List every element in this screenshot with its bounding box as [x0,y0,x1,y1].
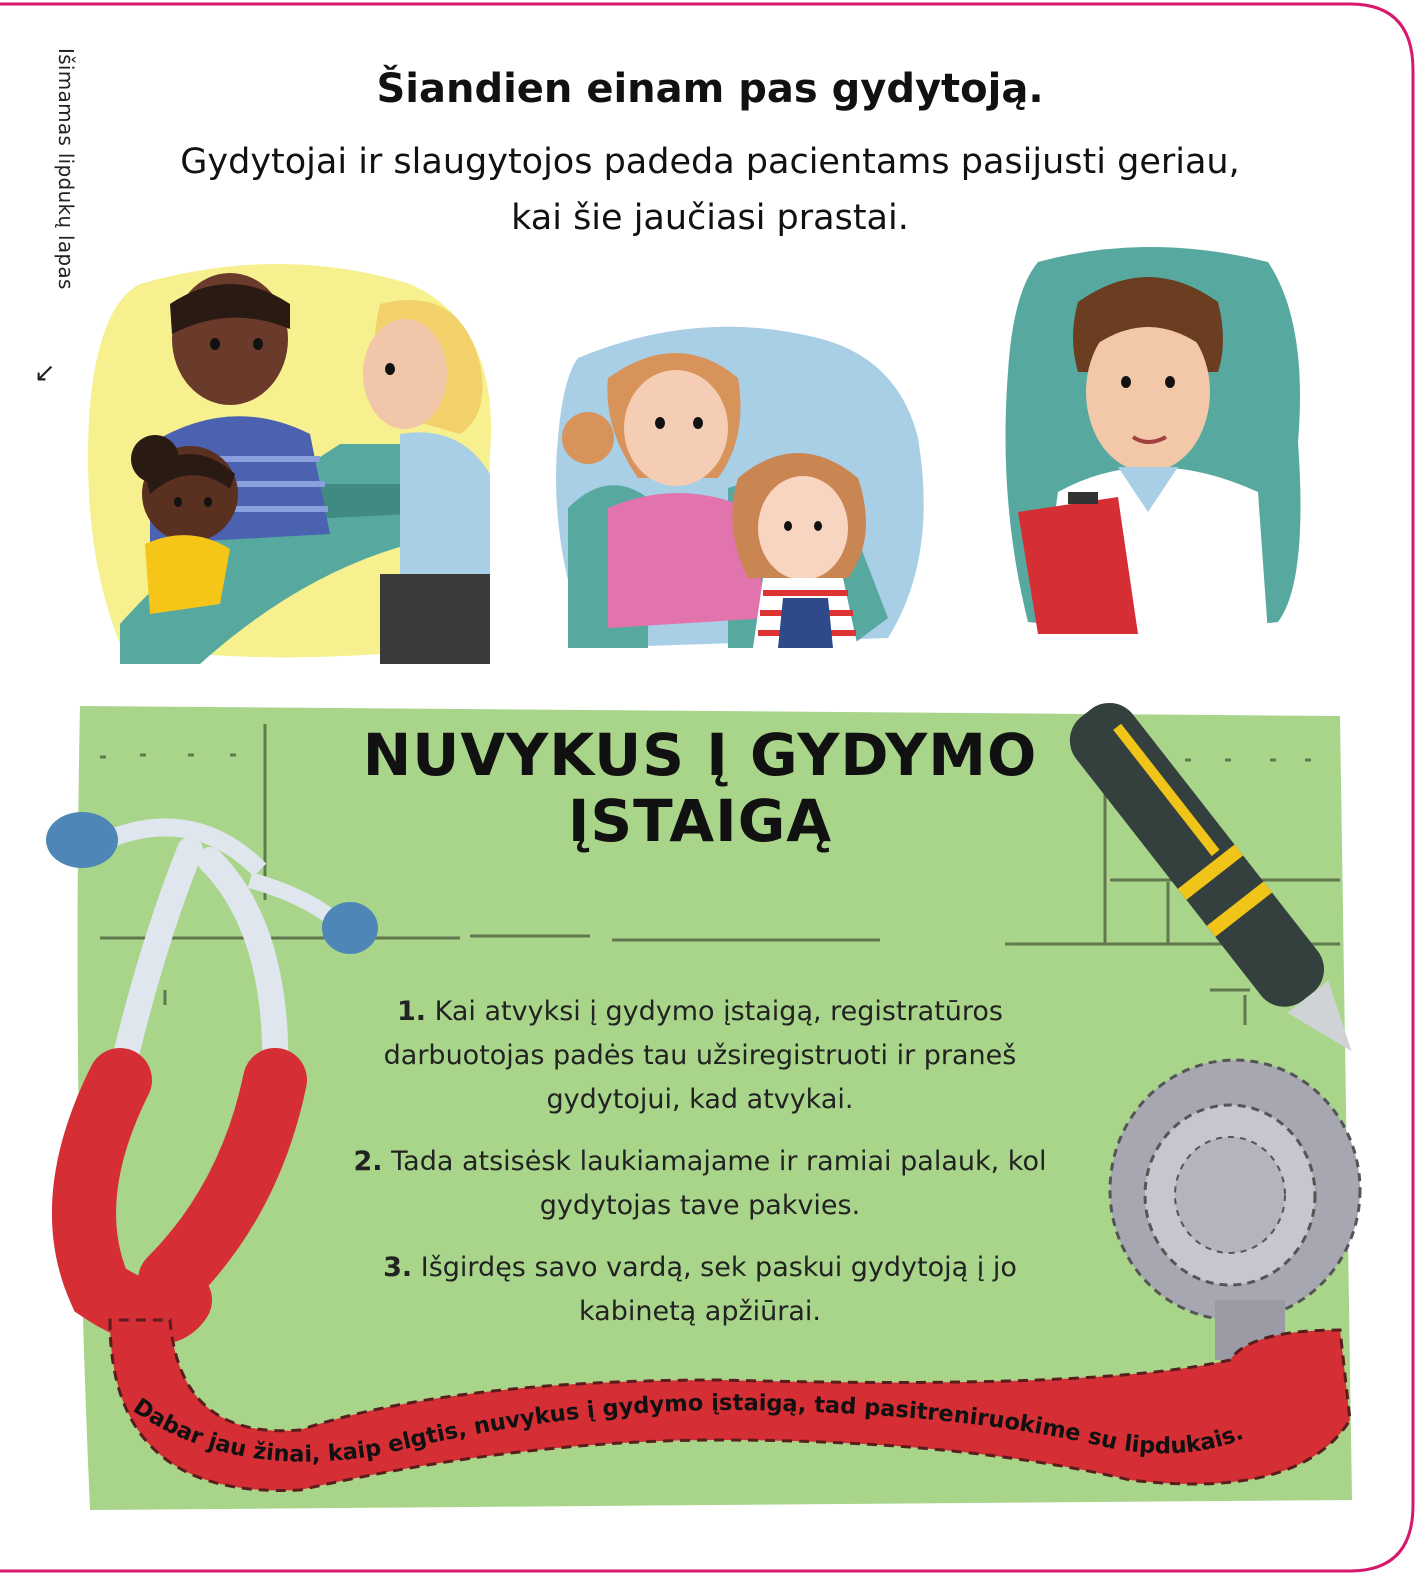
page-title: Šiandien einam pas gydytoją. [376,66,1044,112]
removable-sticker-sheet-label: Išimamas lipdukų lapas [54,48,78,290]
step-number: 1. [397,996,427,1027]
arrow-down-left-icon: ↙ [34,358,56,388]
intro-text: Gydytojai ir slaugytojos padeda pacientams pasijusti geriau, kai šie jaučiasi prastai. [180,142,1240,238]
step-text: Tada atsisėsk laukiamajame ir ramiai palauk, kol gydytojas tave pakvies. [391,1146,1047,1221]
step-text: Išgirdęs savo vardą, sek paskui gydytoją į jo kabinetą apžiūrai. [420,1252,1017,1327]
step-text: Kai atvyksi į gydymo įstaigą, registratūros darbuotojas padės tau užsiregistruoti ir praneš gydytojui, kad atvykai. [383,996,1017,1115]
card-title: NUVYKUS Į GYDYMO ĮSTAIGĄ [362,721,1038,855]
step-number: 2. [353,1146,383,1177]
ribbon-text: Dabar jau žinai, kaip elgtis, nuvykus į gydymo įstaigą, tad pasitreniruokime su lipdukais. [128,1389,1247,1468]
step-number: 3. [383,1252,413,1283]
